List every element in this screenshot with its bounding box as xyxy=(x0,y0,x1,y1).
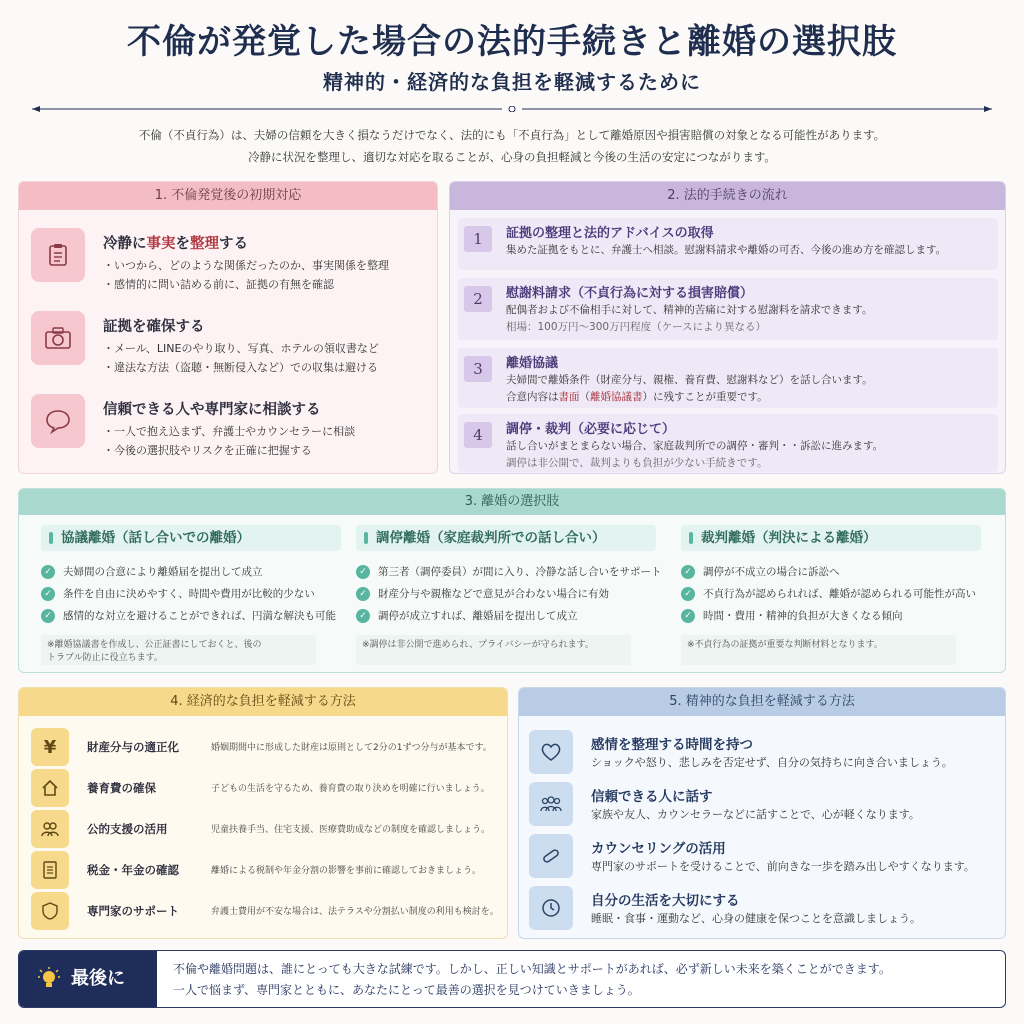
section-title: 4. 経済的な負担を軽減する方法 xyxy=(19,688,507,716)
option-title: 協議離婚（話し合いでの離婚） xyxy=(41,525,341,551)
section-divorce-options xyxy=(18,488,1006,673)
item-title: 税金・年金の確認 xyxy=(87,863,179,877)
check-icon: ✓ xyxy=(41,609,55,623)
item-description: 家族や友人、カウンセラーなどに話すことで、心が軽くなります。 xyxy=(591,808,920,821)
item-title: 信頼できる人や専門家に相談する xyxy=(103,402,321,418)
section-title: 2. 法的手続きの流れ xyxy=(450,182,1005,210)
check-icon: ✓ xyxy=(41,587,55,601)
step-title: 調停・裁判（必要に応じて） xyxy=(506,422,676,437)
item-description: ・一人で抱え込まず、弁護士やカウンセラーに相談 ・今後の選択肢やリスクを正確に把握する xyxy=(103,425,356,457)
step-title: 慰謝料請求（不貞行為に対する損害賠償） xyxy=(506,286,754,301)
list-item xyxy=(31,728,501,766)
item-title: 自分の生活を大切にする xyxy=(591,893,740,909)
step-number: 1 xyxy=(464,226,492,252)
section-initial-response xyxy=(18,181,438,474)
list-item: ✓ 時間・費用・精神的負担が大きくなる傾向 xyxy=(681,605,981,627)
item-title: 公的支援の活用 xyxy=(87,822,168,836)
item-description: 子どもの生活を守るため、養育費の取り決めを明確に行いましょう。 xyxy=(211,784,490,794)
section-mental-burden xyxy=(518,687,1006,939)
item-description: 離婚による税制や年金分割の影響を事前に確認しておきましょう。 xyxy=(211,866,482,876)
heart-icon xyxy=(529,730,573,774)
item-description: 睡眠・食事・運動など、心身の健康を保つことを意識しましょう。 xyxy=(591,912,921,925)
item-description: ショックや怒り、悲しみを否定せず、自分の気持ちに向き合いましょう。 xyxy=(591,756,953,769)
check-icon: ✓ xyxy=(681,609,695,623)
section-legal-procedure xyxy=(449,181,1006,474)
shield-icon xyxy=(31,892,69,930)
step-title: 証拠の整理と法的アドバイスの取得 xyxy=(506,226,714,241)
list-item: ✓ 調停が不成立の場合に訴訟へ xyxy=(681,561,981,583)
document-icon xyxy=(31,851,69,889)
list-item: ✓ 不貞行為が認められれば、離婚が認められる可能性が高い xyxy=(681,583,981,605)
list-item xyxy=(529,730,999,776)
divorce-option-column xyxy=(681,525,981,665)
option-title: 調停離婚（家庭裁判所での話し合い） xyxy=(356,525,656,551)
list-item xyxy=(31,851,501,889)
procedure-step xyxy=(458,278,998,340)
speech-bubble-icon xyxy=(31,394,85,448)
list-item: ✓ 調停が成立すれば、離婚届を提出して成立 xyxy=(356,605,656,627)
list-item: ✓ 第三者（調停委員）が間に入り、冷静な話し合いをサポート xyxy=(356,561,656,583)
divorce-option-column xyxy=(356,525,662,665)
section-economic-burden xyxy=(18,687,508,939)
item-description: ・メール、LINEのやり取り、写真、ホテルの領収書など ・違法な方法（盗聴・無断侵入など）での収集は避ける xyxy=(103,342,379,374)
item-title: カウンセリングの活用 xyxy=(591,841,726,857)
list-item xyxy=(529,834,999,880)
step-description: 集めた証拠をもとに、弁護士へ相談。慰謝料請求や離婚の可否、今後の進め方を確認します。 xyxy=(506,244,947,256)
people-icon xyxy=(31,810,69,848)
item-title: 信頼できる人に話す xyxy=(591,789,713,805)
divorce-option-column xyxy=(41,525,341,665)
list-item xyxy=(31,892,501,930)
house-icon xyxy=(31,769,69,807)
lightbulb-icon xyxy=(37,966,61,992)
ornament-divider xyxy=(32,106,992,112)
step-description: 話し合いがまとまらない場合、家庭裁判所での調停・審判・・訴訟に進みます。 調停は非公開で、裁判よりも負担が少ない手続きです。 xyxy=(506,440,884,469)
option-note: ※調停は非公開で進められ、プライバシーが守られます。 xyxy=(356,635,631,665)
list-item: ✓ 条件を自由に決めやすく、時間や費用が比較的少ない xyxy=(41,583,341,605)
clock-icon xyxy=(529,886,573,930)
list-item xyxy=(31,769,501,807)
closing-text: 不倫や離婚問題は、誰にとっても大きな試練です。しかし、正しい知識とサポートがあれば、必ず新しい未来を築くことができます。 一人で悩まず、専門家とともに、あなたにとって最善の選択を見つけていきましょう。 xyxy=(173,962,891,997)
step-number: 3 xyxy=(464,356,492,382)
step-title: 離婚協議 xyxy=(506,356,559,371)
item-description: 専門家のサポートを受けることで、前向きな一歩を踏み出しやすくなります。 xyxy=(591,860,975,873)
item-title: 感情を整理する時間を持つ xyxy=(591,737,753,753)
check-icon: ✓ xyxy=(681,565,695,579)
check-icon: ✓ xyxy=(41,565,55,579)
procedure-step xyxy=(458,348,998,408)
option-title: 裁判離婚（判決による離婚） xyxy=(681,525,981,551)
item-description: ・いつから、どのような関係だったのか、事実関係を整理 ・感情的に問い詰める前に、証拠の有無を確認 xyxy=(103,259,389,291)
list-item: ✓ 夫婦間の合意により離婚届を提出して成立 xyxy=(41,561,341,583)
step-description: 配偶者および不倫相手に対して、精神的苦痛に対する慰謝料を請求できます。 相場：100万円〜300万円程度（ケースにより異なる） xyxy=(506,304,873,333)
item-description: 弁護士費用が不安な場合は、法テラスや分割払い制度の利用も検討を。 xyxy=(211,907,499,917)
list-item: ✓ 感情的な対立を避けることができれば、円満な解決も可能 xyxy=(41,605,341,627)
section-title: 3. 離婚の選択肢 xyxy=(19,489,1005,515)
item-title: 専門家のサポート xyxy=(87,904,179,918)
check-icon: ✓ xyxy=(681,587,695,601)
check-icon: ✓ xyxy=(356,609,370,623)
item-title: 証拠を確保する xyxy=(103,319,205,335)
page-subtitle: 精神的・経済的な負担を軽減するために xyxy=(323,70,701,94)
item-title: 養育費の確保 xyxy=(87,781,156,795)
step-description: 夫婦間で離婚条件（財産分与、親権、養育費、慰謝料など）を話し合います。 合意内容は書面（離婚協議書）に残すことが重要です。 xyxy=(506,374,873,403)
intro-text xyxy=(40,124,984,168)
option-note: ※不貞行為の証拠が重要な判断材料となります。 xyxy=(681,635,956,665)
group-icon xyxy=(529,782,573,826)
intro-line: 不倫（不貞行為）は、夫婦の信頼を大きく損なうだけでなく、法的にも「不貞行為」として離婚原因や損害賠償の対象となる可能性があります。 xyxy=(138,128,886,142)
camera-icon xyxy=(31,311,85,365)
closing-box xyxy=(18,950,1006,1008)
list-item xyxy=(529,886,999,932)
check-icon: ✓ xyxy=(356,565,370,579)
clipboard-icon xyxy=(31,228,85,282)
intro-line: 冷静に状況を整理し、適切な対応を取ることが、心身の負担軽減と今後の生活の安定につながります。 xyxy=(248,150,776,164)
step-number: 2 xyxy=(464,286,492,312)
item-title: 冷静に事実を整理する xyxy=(103,236,248,252)
item-title: 財産分与の適正化 xyxy=(87,740,179,754)
step-number: 4 xyxy=(464,422,492,448)
section-title: 1. 不倫発覚後の初期対応 xyxy=(19,182,437,210)
closing-label: 最後に xyxy=(19,951,157,1007)
item-description: 児童扶養手当、住宅支援、医療費助成などの制度を確認しましょう。 xyxy=(211,825,491,835)
check-icon: ✓ xyxy=(356,587,370,601)
option-note: ※離婚協議書を作成し、公正証書にしておくと、後の トラブル防止に役立ちます。 xyxy=(41,635,316,665)
list-item xyxy=(529,782,999,828)
procedure-step xyxy=(458,218,998,270)
item-description: 婚姻期間中に形成した財産は原則として2分の1ずつ分与が基本です。 xyxy=(211,743,492,753)
page-title: 不倫が発覚した場合の法的手続きと離婚の選択肢 xyxy=(127,22,897,62)
list-item xyxy=(31,810,501,848)
yen-icon: ¥ xyxy=(31,728,69,766)
list-item: ✓ 財産分与や親権などで意見が合わない場合に有効 xyxy=(356,583,656,605)
bandage-icon xyxy=(529,834,573,878)
section-title: 5. 精神的な負担を軽減する方法 xyxy=(519,688,1005,716)
procedure-step xyxy=(458,414,998,472)
